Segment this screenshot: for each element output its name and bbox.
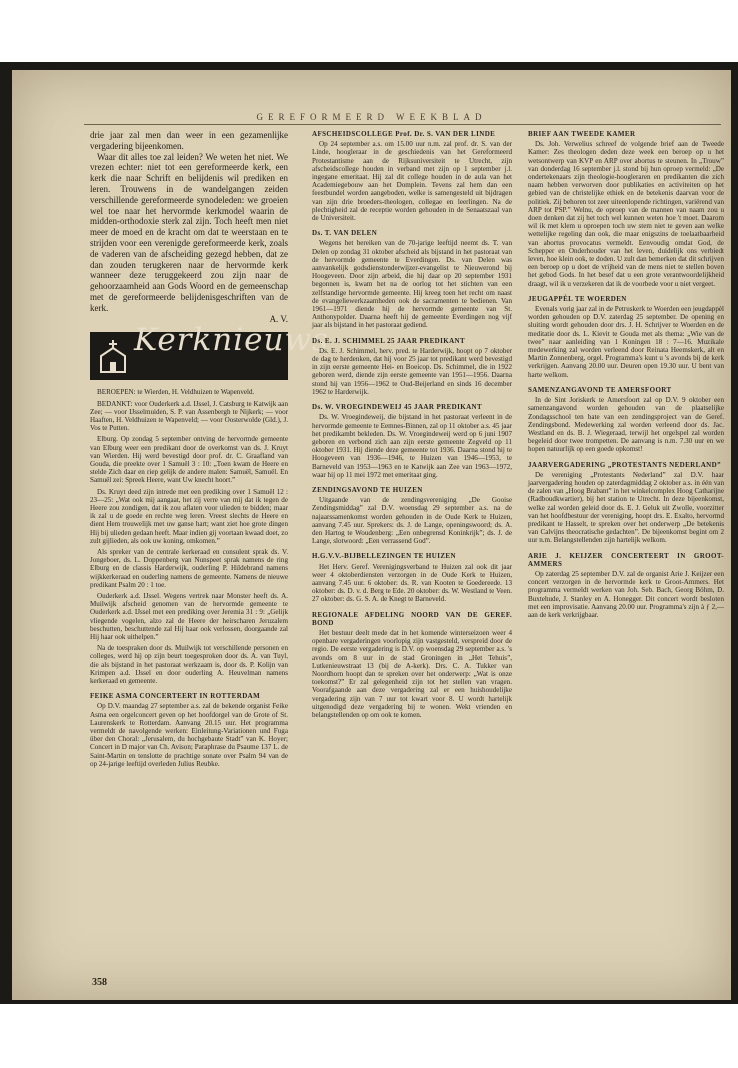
kerknieuws-logo: Kerknieuws [134, 322, 329, 359]
section-heading: JEUGAPPÈL TE WOERDEN [528, 294, 627, 303]
signature: A. V. [269, 313, 288, 324]
section-text: Ds. E. J. Schimmel, herv. pred. te Harderwijk, hoopt op 7 oktober de dag te herdenken, dat hij voor 25 jaar tot predikant werd bevestigd in zijn eerste gemeente Hei- en Boeicop. Ds. Schimmel, die in 1922 geboren werd, diende zijn eerste gemeente van 1951—1956. Daarna stond hij van 1956—1962 te Oud-Beijerland en sinds 16 december 1962 te Harderwijk. [312, 346, 512, 396]
section-text: Op 24 september a.s. om 15.00 uur n.m. zal prof. dr. S. van der Linde, hoogleraar in de geschiedenis van het Gereformeerd Protestantisme aan de Rijksuniversiteit te Utrecht, zijn afscheidscollege houden in verband met zijn op 1 september j.l. ingegane emeritaat. Hij zal dit college houden in de aula van het Academiegebouw aan het Domplein. Tevens zal hem dan een feestbundel worden aangeboden, welke is samengesteld uit bijdragen van zijn drie broeders-theologen, collegae en leerlingen. Na de plechtigheid zal de receptie worden gehouden in de Senaatszaal van de Universiteit. [312, 140, 512, 223]
page-number: 358 [92, 977, 107, 988]
news-item: BEDANKT: voor Ouderkerk a.d. IJssel, J. Catsburg te Katwijk aan Zee; — voor IJsselmuiden, S. P. van Assenbergh te Nijkerk; — voor Haaften, H. Veldhuizen te Wapenveld; — voor Oosterwolde (Gld.), J. Vos te Putten. [90, 399, 288, 433]
section-heading: AFSCHEIDSCOLLEGE Prof. Dr. S. VAN DER LINDE [312, 130, 496, 138]
section-heading: REGIONALE AFDELING NOORD VAN DE GEREF. BOND [312, 610, 512, 627]
news-item: Ouderkerk a.d. IJssel. Wegens vertrek naar Monster heeft ds. A. Muilwijk afscheid genomen van de hervormde gemeente te Ouderkerk a.d. IJssel met een prediking over Jeremia 31 : 9: „Gelijk vliegende vogelen, alzo zal de Heere der heirscharen Jeruzalem beschutten, beschuttende zal Hij haar ook verlossen, doorgaande zal Hij haar ook uithelpen.” [90, 592, 288, 642]
news-item: BEROEPEN: te Wierden, H. Veldhuizen te Wapenveld. [97, 388, 255, 397]
section-heading: H.G.V.V.-BIJBELLEZINGEN TE HUIZEN [312, 552, 456, 561]
section-text: Uitgaande van de zendingsvereniging „De Gooise Zendingsmiddag” zal D.V. woensdag 29 september a.s. na de najaarssamenkomst worden gehouden in de Oude Kerk te Huizen, aanvang 7.45 uur. Sprekers: ds. J. de Lange, openingswoord; ds. A. den Hartog te Woudenberg: „Een onbegrensd Koninkrijk”; ds. J. de Lange, slotwoord: „Een verrassend God”. [312, 496, 512, 546]
newspaper-page [12, 70, 731, 1000]
section-text: Evenals vorig jaar zal in de Petruskerk te Woerden een jeugdappèl worden gehouden op D.V. zaterdag 25 september. De opening en sluiting wordt gehouden door drs. J. H. Schrijver te Woerden en de meditatie door ds. L. Kievit te Gouda met als thema: „Wie van de twee” naar aanleiding van 1 Koningen 18 : 7—16. Muzikale medewerking zal worden verleend door Reinata Heemskerk, alt en Martin Zonnenberg, orgel. Programma's kunt u 's avonds bij de kerk verkrijgen. Aanvang 20.00 uur. Deuren open 19.30 uur. U bent van harte welkom. [528, 305, 724, 379]
masthead-rule [84, 124, 721, 125]
section-heading: BRIEF AAN TWEEDE KAMER [528, 130, 636, 138]
section-text: Ds. Joh. Verwelius schreef de volgende brief aan de Tweede Kamer: Zes theologen deden deze week een beroep op u het wetsontwerp van KVP en ARP over abortus te steunen. In „Trouw” van donderdag 16 september j.l. stond bij hun oproep vermeld: „De ondertekenaars zijn theologie-hoogleraren en predikanten die zich naam hebben verworven door publikaties en activiteiten op het gebied van de christelijke ethiek en de betekenis daarvan voor de politiek. Zij behoren tot zeer uiteenlopende richtingen, variërend van ARP tot PSP.” Welnu, de oproep van de mannen van naam zou u doen denken dat zij het toch wel kunnen weten hoe 't moet. Daarom wil ik met klem u oproepen toch uw stem niet te geven aan welke wettelijke regeling dan ook, die maar enigszins de toelaatbaarheid van abortus provocatus vermeldt. Eenvoudig omdat God, de Schepper en Onderhouder van het leven, duidelijk ons verbiedt leven, hoe klein ook, te doden. U zult dan bemerken dat dit schrijven een beroep op u doet de vrijheid van de mens niet te stellen boven het gebod Gods. In het besef dat u een grote verantwoordelijkheid draagt, wil ik u verzekeren dat ik de voorbede voor u niet vergeet. [528, 140, 724, 288]
section-text: Op D.V. maandag 27 september a.s. zal de bekende organist Feike Asma een orgelconcert geven op het hoofdorgel van de Grote of St. Laurenskerk te Rotterdam. Aanvang 20.15 uur. Het programma vermeldt de navolgende werken: Einleitung-Variationen und Fuga über den Choral: „Jerusalem, du hochgebaute Stadt” van K. Hoyer; Concert in D major van Ch. Avison; Paraphrase du Psaume 137 L. de Saint-Martin en tenslotte de prachtige sonate over Psalm 94 van de op 24-jarige leeftijd overleden Julius Reubke. [90, 702, 288, 768]
section-text: Het bestuur deelt mede dat in het komende winterseizoen weer 4 openbare vergaderingen voorlopig zijn vastgesteld, verspreid door de regio. De eerste vergadering is D.V. op woensdag 29 september a.s. 's avonds om 8 uur in de stad Groningen in „Het Tehuis”, Lutkenieuwstraat 13 (bij de A-kerk). Drs. C. A. Tukker van Noordhorn hoopt dan te spreken over het onderwerp: „Wat is onze toekomst?” Er zal gelegenheid zijn tot het stellen van vragen. Voorafgaande aan deze vergadering zal er een huishoudelijke vergadering zijn van 7 uur tot kwart voor 8. U wordt hartelijk uitgenodigd deze vergadering bij te wonen. Wekt vrienden en belangstellenden op om ook te komen. [312, 628, 512, 719]
column-1 [90, 130, 329, 771]
section-heading: JAARVERGADERING „PROTESTANTS NEDERLAND” [528, 460, 721, 469]
column-3 [528, 130, 724, 622]
section-text: Ds. W. Vroegindeweij, die bijstand in het pastoraat verleent in de hervormde gemeente te Eemnes-Binnen, zal op 11 oktober a.s. 45 jaar het predikambt bekleden. Ds. W. Vroegindeweij werd op 6 juni 1907 geboren en verbond zich aan zijn eerste gemeente Zegveld op 11 oktober 1931. Hij diende deze gemeente tot 1936. Daarna stond hij te Hoogeveen van 1936—1946, te Huizen van 1946—1953, te Barneveld van 1953—1963 en te Katwijk aan Zee van 1963—1972, waar hij op 11 mei 1972 met emeritaat ging. [312, 413, 512, 479]
intro-paragraph: Waar dit alles toe zal leiden? We weten het niet. We vrezen echter: niet tot een gereformeerde kerk, een kerk die naar Schrift en belijdenis wil prediken en leren. Trouwens in de wandelgangen zeiden verschillende gereformeerde synodeleden: we groeien wel toe naar het hervormde kerkmodel waarin de midden-orthodoxie sterk zal zijn. Toch heeft men niet meer de moed en de kracht om dat te weerstaan en te strijden voor een verenigde gereformeerde kerk, zoals de vaderen van de afscheiding gezegd hebben, dat ze dan zouden terugkeren naar de hervormde kerk wanneer deze teruggekeerd zou zijn naar de gehoorzaamheid aan Gods Woord en de gemeenschap met de gereformeerde belijdenisgeschriften van de kerk. [90, 151, 288, 313]
section-heading: Ds. T. VAN DELEN [312, 229, 378, 238]
intro-article [90, 130, 288, 324]
section-text: In de Sint Joriskerk te Amersfoort zal op D.V. 9 oktober een samenzangavond worden gehouden van de plaatselijke Zondagsschool ten bate van een zendingsproject van de Geref. Zendingsbond. Medewerking zal worden verleend door ds. Jac. Westland en ds. B. J. Wiegeraad, terwijl het orgelspel zal worden begeleid door twee trompetten. De aanvang is n.m. 7.30 uur en we hopen natuurlijk op een goede opkomst! [528, 396, 724, 454]
section-text: Het Herv. Geref. Verenigingsverband te Huizen zal ook dit jaar weer 4 oktoberdiensten verzorgen in de Oude Kerk te Huizen, aanvang 7.45 uur. 6 oktober: ds. R. van Kooten te Goedereede. 13 oktober: ds. D. v. d. Berg te Ede. 20 oktober: ds. W. Westland te Veen. 27 oktober: ds. G. S. A. de Knegt te Barneveld. [312, 562, 512, 604]
news-item: Na de toespraken door ds. Muilwijk tot verschillende personen en colleges, werd hij op zijn beurt toegesproken door ds. A. van Tuyl, die als bijstand in het pastoraat werkzaam is, door ds. P. Kolijn van Krimpen a.d. IJssel en door ouderling A. Heuvelman namens kerkeraad en gemeente. [90, 644, 288, 686]
section-heading: Ds. W. VROEGINDEWEIJ 45 JAAR PREDIKANT [312, 403, 483, 412]
church-icon [96, 338, 130, 374]
news-item: Elburg. Op zondag 5 september ontving de hervormde gemeente van Elburg weer een predikant door de overkomst van ds. J. Kruyt van Wierden. Hij werd bevestigd door prof. dr. C. Graafland van Gouda, die preekte over 1 Samuël 3 : 10: „Toen kwam de Heere en stelde Zich daar en riep gelijk de andere malen: Samuël, Samuël. En Samuël zei: Spreek Heere, want Uw knecht hoort.” [90, 435, 288, 485]
masthead: GEREFORMEERD WEEKBLAD [256, 112, 487, 122]
news-item: Als spreker van de centrale kerkeraad en consulent sprak ds. V. Jongeboer, ds. L. Doppenberg van Nunspeet sprak namens de ring Elburg en de classis Harderwijk, ouderling P. Hildebrand namens wijkkerkeraad en ouderling namens de gemeente. Namens de nieuwe predikant Psalm 20 : 1 toe. [90, 548, 288, 589]
section-heading: SAMENZANGAVOND TE AMERSFOORT [528, 385, 672, 394]
section-text: De vereniging „Protestants Nederland” zal D.V. haar jaarvergadering houden op zaterdagmiddag 2 oktober a.s. in één van de zalen van „Hoog Brabant” in het winkelcomplex Hoog Catharijne (Radboudkwartier), bij het station te Utrecht. In deze bijeenkomst, welke zal worden geleid door ds. E. J. Geluk uit Zwolle, voorzitter van het hoofdbestuur der vereniging, hoopt drs. E. Exalto, hervormd predikant te Hasselt, te spreken over het onderwerp „De betekenis van Calvijns theocratische gedachten”. De bijeenkomst begint om 2 uur n.m. Belangstellenden zijn hartelijk welkom. [528, 470, 724, 545]
section-heading: ARIE J. KEIJZER CONCERTEERT IN GROOT-AMMERS [528, 551, 724, 568]
section-text: Wegens het bereiken van de 70-jarige leeftijd neemt ds. T. van Delen op zondag 31 oktober afscheid als bijstand in het pastoraat van de hervormde gemeente te Everdingen. Ds. van Delen was aanvankelijk godsdienstonderwijzer-evangelist te Nieuwerond bij Hoogeveen. Door zijn arbeid, die hij daar op 20 september 1931 begonnen is, kwam het na de oorlog tot het stichten van een zelfstandige hervormde gemeente. Hij kreeg toen het recht om naast de evangeliewerkzaamheden ook de sacramenten te bedienen. Van 1961—1971 diende hij de hervormde gemeente van St. Anthonypolder. Daarna heeft hij de gemeente Everdingen nog vijf jaar als bijstand in het pastoraat gediend. [312, 239, 512, 330]
kerknieuws-banner [90, 322, 329, 380]
section-heading: ZENDINGSAVOND TE HUIZEN [312, 485, 423, 494]
news-item: Ds. Kruyt deed zijn intrede met een prediking over 1 Samuël 12 : 23—25: „Wat ook mij aangaat, het zij verre van mij dat ik tegen de Heere zou zondigen, dat ik zou aflaten voor ulieden te bidden; maar ik zal u de goede en rechte weg leren. Vreest slechts de Heere en dient Hem trouwelijk met uw ganse hart; want ziet hoe grote dingen Hij bij ulieden gedaan heeft. Maar indien gij voortaan kwaad doet, zo zult gijlieden, als ook uw koning, omkomen.” [90, 487, 288, 545]
column-2 [312, 130, 512, 722]
intro-paragraph: drie jaar zal men dan weer in een gezamenlijke vergadering bijeenkomen. [90, 130, 288, 151]
section-heading: Ds. E. J. SCHIMMEL 25 JAAR PREDIKANT [312, 336, 466, 345]
section-text: Op zaterdag 25 september D.V. zal de organist Arie J. Keijzer een concert verzorgen in de hervormde kerk te Groot-Ammers. Het programma vermeldt werken van Joh. Seb. Bach, Georg Böhm, D. Buxtehude, J. Stanley en A. Honegger. Dit concert wordt besloten met een improvisatie. Aanvang 20.00 uur. Programma's zijn à ƒ 2,— aan de kerk verkrijgbaar. [528, 569, 724, 619]
section-heading: FEIKE ASMA CONCERTEERT IN ROTTERDAM [90, 692, 261, 701]
